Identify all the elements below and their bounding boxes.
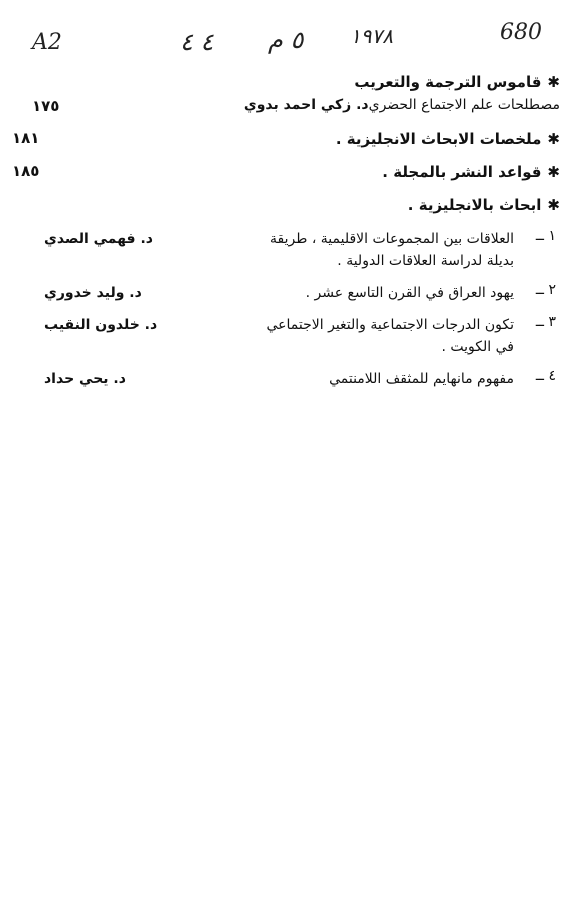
article-entry (12, 282, 560, 304)
section-title: قاموس الترجمة والتعريب (354, 73, 542, 91)
article-title: مفهوم مانهايم للمثقف اللامنتمي (329, 371, 514, 387)
handwritten-number: 680 (500, 20, 542, 45)
article-number: ٢ ــ (535, 282, 556, 298)
article-author: د. وليد خدوري (44, 285, 142, 301)
subitem-title: مصطلحات علم الاجتماع الحضري (368, 97, 560, 113)
article-entry (12, 228, 560, 272)
asterisk-icon: ✱ (547, 163, 560, 181)
toc-section (12, 129, 560, 148)
toc-section (12, 195, 560, 214)
handwritten-note: A2 (32, 30, 62, 55)
article-entry (12, 314, 560, 358)
section-title: ابحاث بالانجليزية . (407, 196, 542, 214)
article-number: ١ ــ (535, 228, 556, 244)
handwritten-note: ٥ م (268, 26, 304, 54)
asterisk-icon: ✱ (547, 196, 560, 214)
table-of-contents (12, 72, 560, 390)
asterisk-icon: ✱ (547, 130, 560, 148)
page-number: ١٨١ (12, 129, 40, 147)
page-number: ١٧٥ (32, 97, 60, 115)
toc-section (12, 162, 560, 181)
toc-subitem (12, 97, 560, 115)
subitem-author: د. زكي احمد بدوي (243, 97, 369, 113)
article-entry (12, 368, 560, 390)
section-title: قواعد النشر بالمجلة . (382, 163, 542, 181)
article-author: د. فهمي الصدي (44, 231, 153, 247)
section-title: ملخصات الابحاث الانجليزية . (335, 130, 542, 148)
article-number: ٤ ــ (535, 368, 556, 384)
handwritten-note: ٤ ٤ (180, 28, 214, 56)
article-title: العلاقات بين المجموعات الاقليمية ، طريقة بديلة لدراسة العلاقات الدولية . (270, 231, 514, 269)
asterisk-icon: ✱ (547, 73, 560, 91)
article-title: يهود العراق في القرن التاسع عشر . (305, 285, 514, 301)
toc-section (12, 72, 560, 91)
article-title: تكون الدرجات الاجتماعية والتغير الاجتماعي في الكويت . (266, 317, 514, 355)
article-author: د. خلدون النقيب (44, 317, 158, 333)
article-number: ٣ ــ (535, 314, 556, 330)
handwritten-year: ١٩٧٨ (350, 24, 393, 48)
article-author: د. يحي حداد (44, 371, 126, 387)
page-number: ١٨٥ (12, 162, 40, 180)
